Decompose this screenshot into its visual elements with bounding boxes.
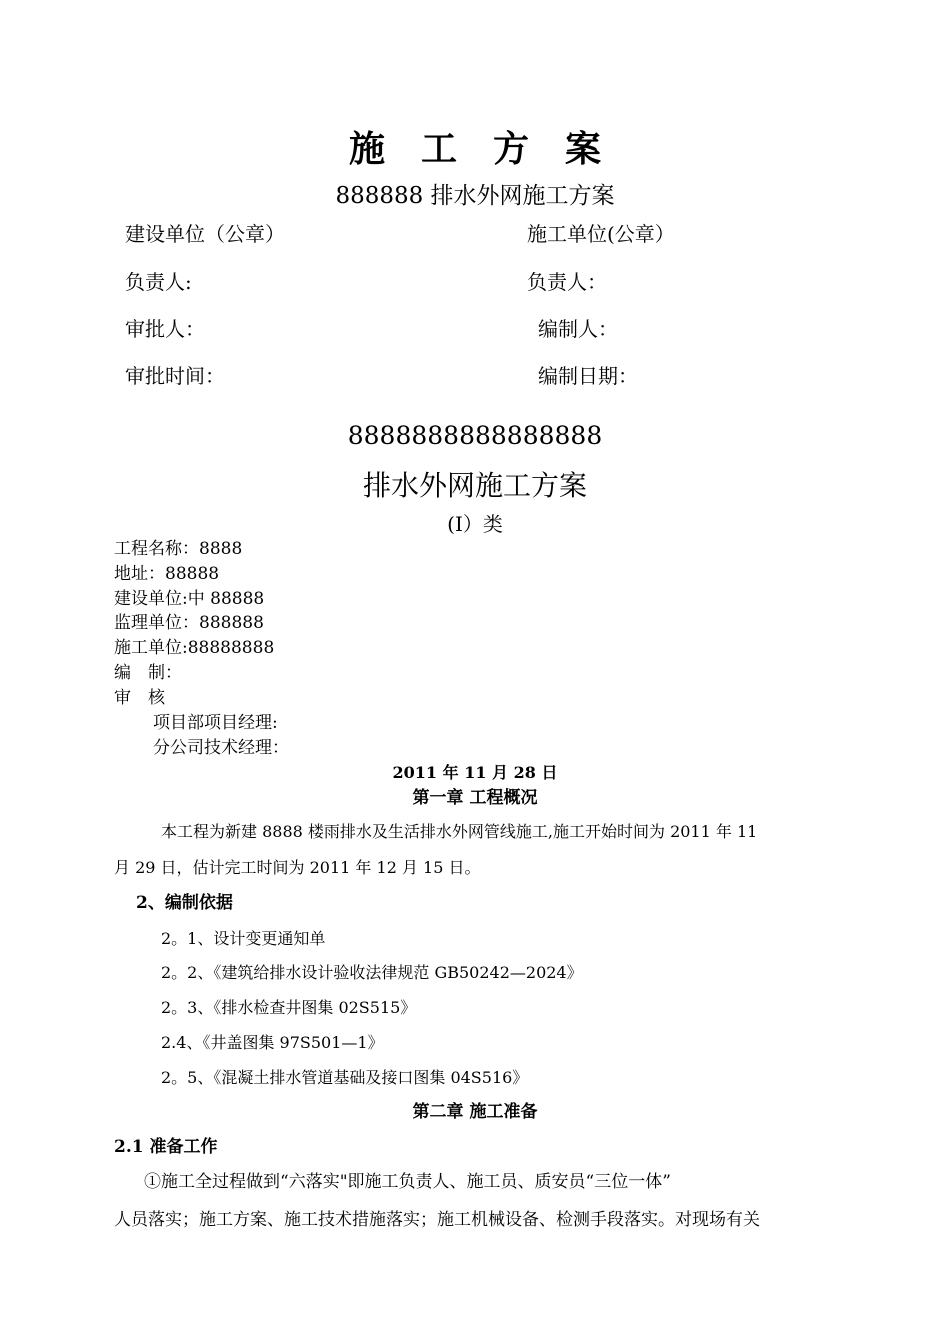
sign-left-2: 审批人：: [125, 317, 205, 341]
info-line-1: 地址：88888: [114, 564, 220, 584]
info-line-3: 监理单位：888888: [114, 613, 264, 633]
chapter2-para-line2: 人员落实；施工方案、施工技术措施落实；施工机械设备、检测手段落实。对现场有关: [114, 1210, 760, 1230]
info-line-2: 建设单位:中 88888: [114, 589, 265, 609]
basis-item-0: 2。1、设计变更通知单: [161, 929, 326, 948]
document-date: 2011 年 11 月 28 日: [392, 763, 558, 782]
basis-item-1: 2。2、《建筑给排水设计验收法律规范 GB50242—2024》: [161, 963, 583, 982]
cover2-number: 8888888888888888: [347, 421, 603, 450]
section-prep-title: 2.1 准备工作: [114, 1137, 218, 1157]
sign-left-0: 建设单位（公章）: [125, 222, 285, 246]
chapter2-title: 第二章 施工准备: [412, 1102, 538, 1122]
document-title: 施 工 方 案: [348, 128, 601, 170]
document-subtitle: 888888 排水外网施工方案: [335, 183, 615, 209]
chapter2-para-line1: ①施工全过程做到“六落实"即施工负责人、施工员、质安员“三位一体”: [144, 1172, 671, 1192]
basis-item-3: 2.4、《井盖图集 97S501—1》: [161, 1033, 384, 1052]
chapter1-para-line2: 月 29 日，估计完工时间为 2011 年 12 月 15 日。: [114, 858, 481, 877]
sign-left-1: 负责人:: [125, 270, 192, 294]
basis-item-2: 2。3、《排水检查井图集 02S515》: [161, 998, 417, 1017]
sign-right-0: 施工单位(公章）: [527, 222, 675, 246]
info-line-6: 审 核: [114, 688, 165, 708]
basis-item-4: 2。5、《混凝土排水管道基础及接口图集 04S516》: [161, 1068, 529, 1087]
cover2-title: 排水外网施工方案: [362, 469, 587, 502]
chapter1-title: 第一章 工程概况: [412, 788, 538, 808]
sign-right-3: 编制日期：: [538, 364, 638, 388]
info-line-5: 编 制：: [114, 663, 182, 683]
sign-left-3: 审批时间：: [125, 364, 225, 388]
sign-right-2: 编制人：: [538, 317, 618, 341]
info-sub-1: 分公司技术经理：: [153, 738, 289, 758]
sign-right-1: 负责人：: [527, 270, 607, 294]
info-line-0: 工程名称：8888: [114, 539, 243, 559]
cover2-class: (I）类: [447, 512, 503, 536]
section-basis-title: 2、编制依据: [136, 893, 233, 913]
chapter1-para-line1: 本工程为新建 8888 楼雨排水及生活排水外网管线施工,施工开始时间为 2011 年 11: [161, 822, 758, 841]
info-sub-0: 项目部项目经理:: [153, 713, 278, 733]
info-line-4: 施工单位:88888888: [114, 638, 275, 658]
